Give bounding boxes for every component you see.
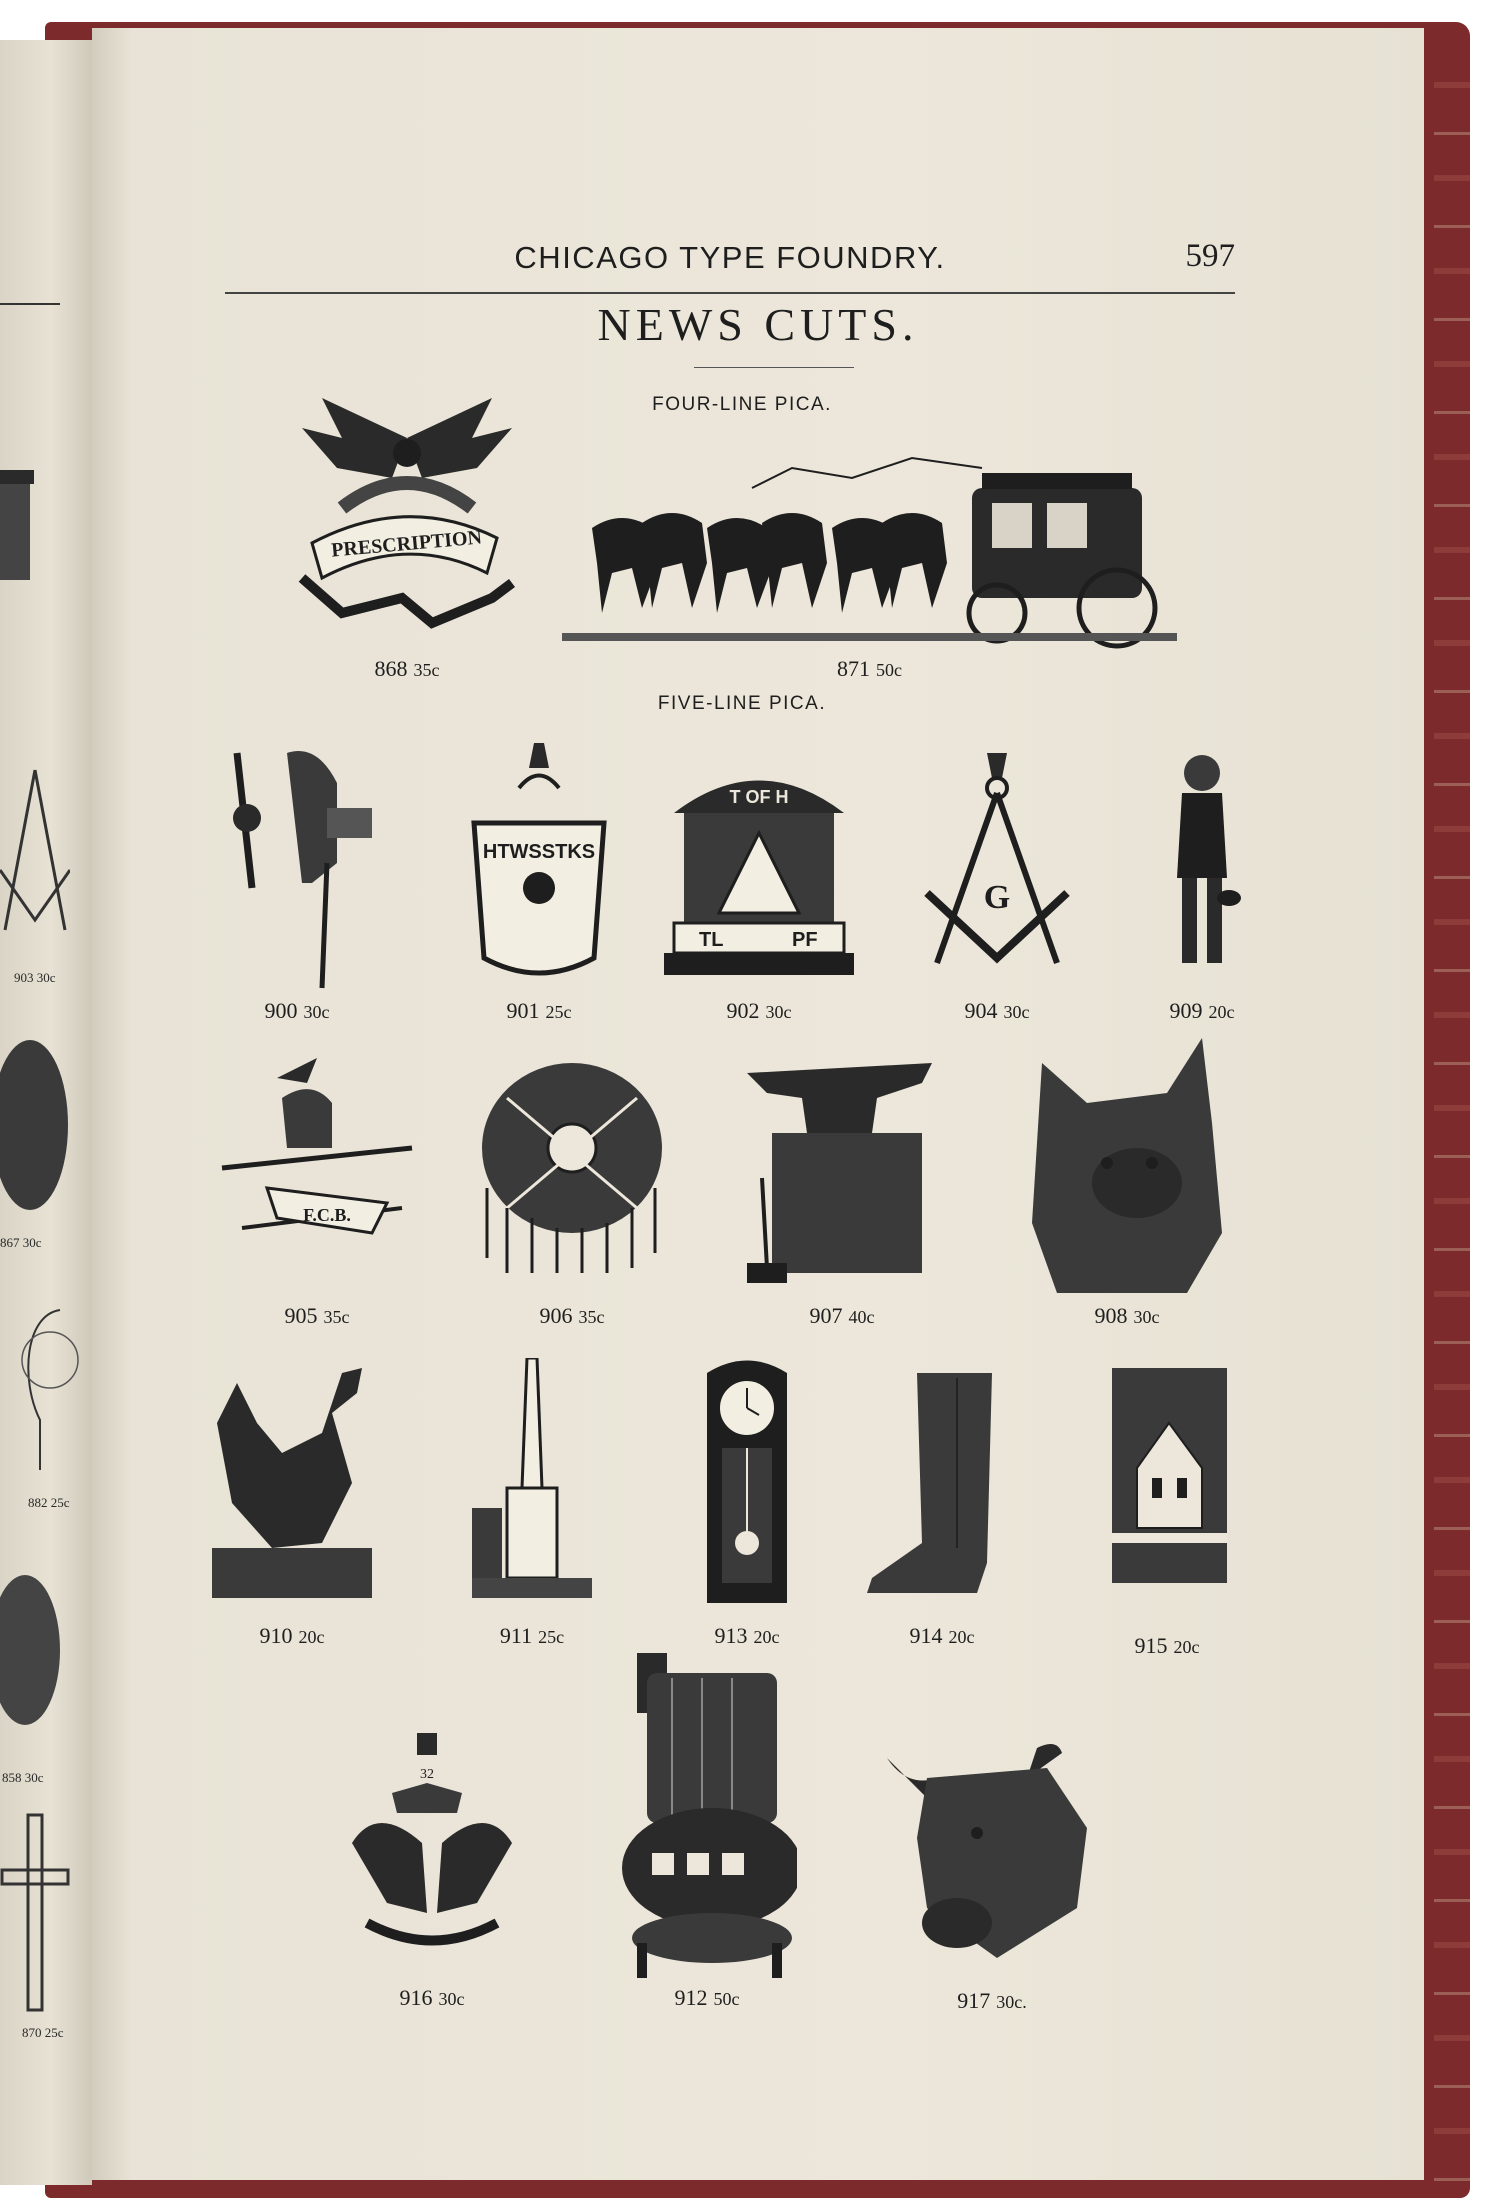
eagle-prescription-banner-icon [282, 398, 532, 648]
cut-910 [212, 1363, 372, 1668]
cut-number: 904 [964, 998, 998, 1023]
cut-price: 25c [545, 1002, 572, 1022]
cut-price: 35c [413, 660, 440, 680]
cover-edge [1434, 42, 1470, 2182]
cut-caption [217, 1303, 417, 1329]
facing-caption: 870 25c [22, 2025, 64, 2040]
cut-number: 916 [399, 1985, 433, 2010]
cut-caption [1127, 998, 1277, 1024]
facing-caption: 867 30c [0, 1235, 42, 1250]
cut-908 [1027, 1033, 1227, 1348]
riding-boot-icon [862, 1373, 1022, 1598]
profile-fragment-icon [10, 1300, 80, 1480]
facing-caption: 858 30c [2, 1770, 44, 1785]
obelisk-monument-icon [472, 1358, 592, 1598]
fringed-emblem-icon [477, 1058, 667, 1278]
cut-909 [1127, 748, 1277, 1033]
cut-number: 908 [1094, 1303, 1128, 1328]
cut-price: 20c [1173, 1637, 1200, 1657]
church-building-icon [1112, 1368, 1227, 1583]
temple-top-text: T OF H [729, 787, 789, 807]
cut-900 [207, 743, 387, 1033]
anvil-icon [747, 1058, 937, 1288]
boy-figure-icon [1157, 748, 1247, 978]
cut-number: 901 [506, 998, 540, 1023]
cut-price: 20c [298, 1627, 325, 1647]
stagecoach-icon [562, 438, 1177, 653]
cut-904 [912, 753, 1082, 1033]
cut-price: 30c [1133, 1307, 1160, 1327]
temple-triangle-icon [664, 753, 854, 983]
cut-914 [862, 1373, 1022, 1668]
cut-caption [1027, 1303, 1227, 1329]
cut-906 [477, 1058, 667, 1348]
cut-905 [217, 1058, 417, 1348]
cut-price: 50c [713, 1989, 740, 2009]
cut-caption [462, 1623, 602, 1649]
temple-left-text: TL [699, 929, 724, 951]
facing-caption: 882 25c [28, 1495, 70, 1510]
cut-price: 35c [323, 1307, 350, 1327]
cut-number: 909 [1169, 998, 1203, 1023]
double-eagle-icon [347, 1733, 517, 1963]
cut-caption [912, 998, 1082, 1024]
cut-caption [1097, 1633, 1237, 1659]
facing-page [0, 40, 92, 2185]
cut-912 [617, 1653, 797, 2033]
cut-number: 871 [837, 656, 870, 681]
cut-price: 30c [438, 1989, 465, 2009]
cut-number: 907 [809, 1303, 843, 1328]
cut-number: 910 [259, 1623, 293, 1648]
cut-price: 50c [876, 660, 902, 680]
cut-number: 911 [499, 1623, 533, 1648]
compass-letter: G [983, 879, 1011, 916]
header-rule [225, 292, 1235, 294]
facing-page-rule [0, 303, 60, 305]
cut-caption [672, 1623, 822, 1649]
temple-right-text: PF [792, 929, 818, 951]
keystone-letters: HTWSSTKS [482, 841, 596, 863]
cut-number: 902 [726, 998, 760, 1023]
square-compass-icon [922, 753, 1072, 973]
cut-price: 30c [765, 1002, 792, 1022]
cut-caption [207, 998, 387, 1024]
cut-901 [454, 743, 624, 1033]
cut-caption [887, 1988, 1097, 2014]
cut-871 [562, 438, 1177, 698]
cut-price: 35c [578, 1307, 605, 1327]
eagle-fragment-icon [0, 1025, 70, 1225]
title-rule [694, 367, 854, 368]
running-head: CHICAGO TYPE FOUNDRY. [514, 240, 946, 275]
bench-vise-icon [217, 743, 377, 993]
cut-number: 868 [374, 656, 408, 681]
cut-caption [562, 656, 1177, 682]
cut-price: 30c. [996, 1992, 1027, 2012]
catalog-page [92, 28, 1424, 2180]
cut-price: 40c [848, 1307, 875, 1327]
cut-price: 20c [753, 1627, 780, 1647]
section-title: NEWS CUTS. [597, 299, 919, 350]
cut-number: 905 [284, 1303, 318, 1328]
cross-fragment-icon [0, 1810, 70, 2020]
rooster-fragment-icon [0, 1540, 70, 1740]
cut-number: 913 [714, 1623, 748, 1648]
keystone-jewel-icon [459, 743, 619, 993]
stove-fragment-icon [0, 460, 40, 610]
cut-915 [1097, 1368, 1237, 1668]
cut-caption [747, 1303, 937, 1329]
bull-head-icon [887, 1738, 1097, 1968]
compass-fragment-icon [0, 760, 70, 940]
cut-number: 915 [1134, 1633, 1168, 1658]
cut-caption [282, 656, 532, 682]
cut-number: 914 [909, 1623, 943, 1648]
cut-868 [282, 398, 532, 698]
pendulum-clock-icon [697, 1353, 797, 1603]
cut-number: 900 [264, 998, 298, 1023]
cut-price: 20c [1208, 1002, 1235, 1022]
cut-number: 906 [539, 1303, 573, 1328]
cut-price: 30c [303, 1002, 330, 1022]
shield-text: F.C.B. [303, 1205, 351, 1225]
parlor-stove-icon [617, 1653, 797, 1983]
cut-price: 20c [948, 1627, 975, 1647]
helmet-crest-icon [217, 1058, 417, 1258]
cut-caption [664, 998, 854, 1024]
cut-916 [347, 1733, 517, 2033]
page-number: 597 [1185, 238, 1235, 274]
cut-caption [477, 1303, 667, 1329]
cut-caption [454, 998, 624, 1024]
cut-caption [212, 1623, 372, 1649]
terrier-dog-icon [1027, 1033, 1227, 1298]
page-header [225, 198, 1235, 294]
rooster-icon [212, 1363, 372, 1598]
cut-number: 917 [957, 1988, 991, 2013]
facing-caption: 903 30c [14, 970, 56, 985]
cut-913 [672, 1353, 822, 1668]
cut-917 [887, 1738, 1097, 2033]
cut-number: 912 [674, 1985, 708, 2010]
cut-902 [664, 753, 854, 1033]
banner-text: PRESCRIPTION [330, 526, 483, 562]
cut-price: 25c [538, 1627, 565, 1647]
crest-text: 32 [420, 1767, 434, 1782]
cut-911 [462, 1358, 602, 1668]
five-line-pica-subhead: FIVE-LINE PICA. [657, 693, 827, 714]
cut-price: 30c [1003, 1002, 1030, 1022]
cut-caption [347, 1985, 517, 2011]
cut-caption [617, 1985, 797, 2011]
cut-907 [747, 1058, 937, 1348]
cut-caption [862, 1623, 1022, 1649]
four-line-pica-subhead: FOUR-LINE PICA. [652, 394, 832, 415]
